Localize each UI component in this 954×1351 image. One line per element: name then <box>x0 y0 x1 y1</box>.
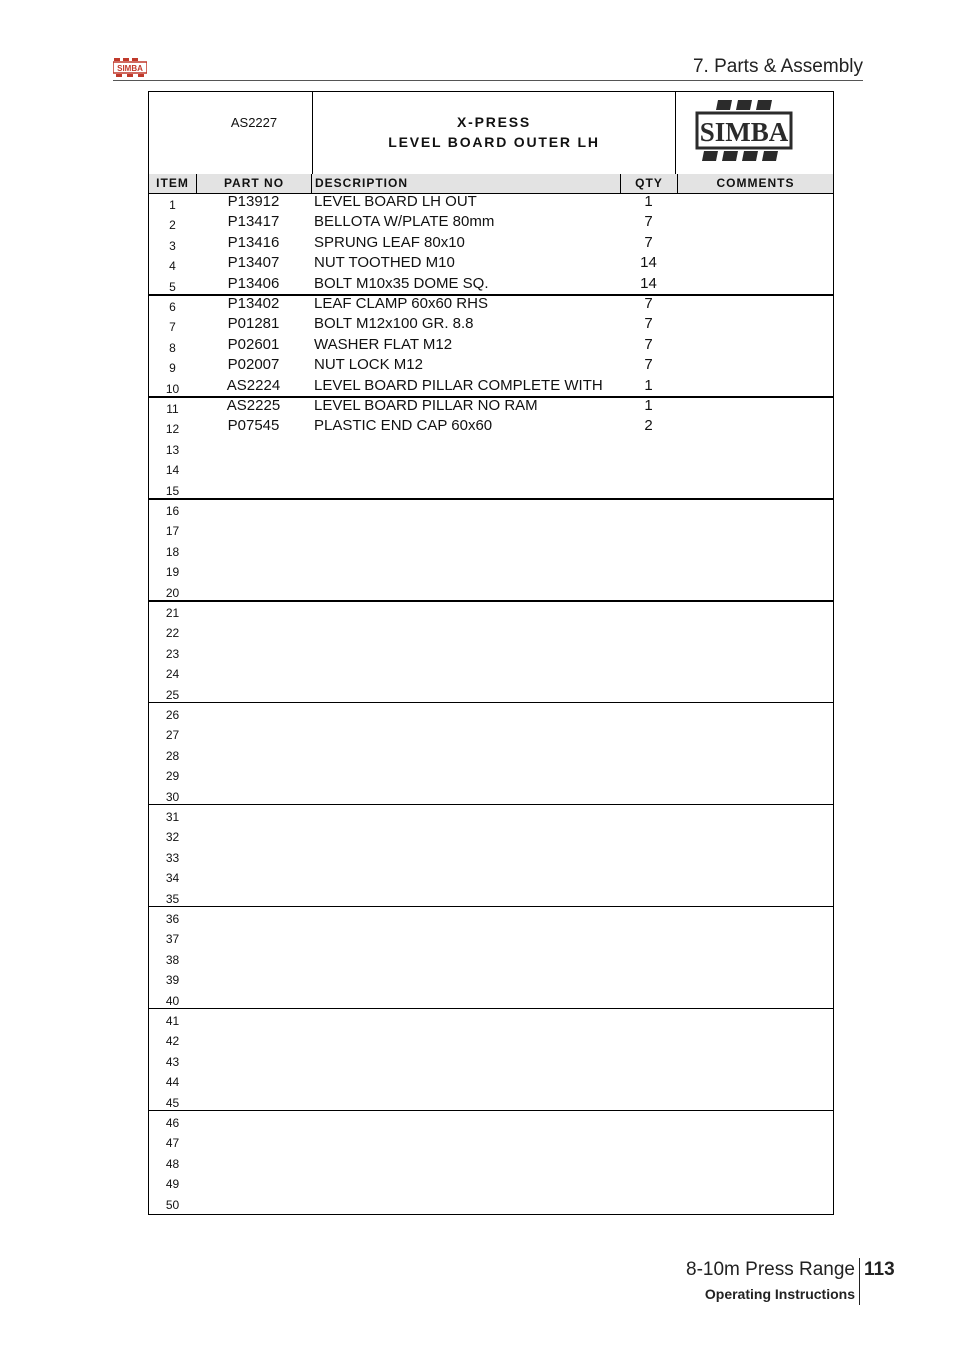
table-row <box>149 479 833 499</box>
part-description: BOLT M10x35 DOME SQ. <box>314 274 489 292</box>
footer-divider <box>859 1258 860 1305</box>
part-description: BELLOTA W/PLATE 80mm <box>314 213 495 231</box>
table-row <box>149 1091 833 1111</box>
item-number: 21 <box>165 606 180 620</box>
part-description: WASHER FLAT M12 <box>314 335 453 353</box>
table-row <box>149 907 833 927</box>
table-row <box>149 989 833 1009</box>
part-description: BOLT M12x100 GR. 8.8 <box>314 315 474 333</box>
table-row <box>149 458 833 478</box>
item-number: 39 <box>165 973 180 988</box>
footer-range: 8-10m Press Range <box>686 1259 855 1280</box>
table-row <box>149 785 833 805</box>
part-qty: 7 <box>644 233 653 251</box>
assembly-code-cell <box>149 92 312 174</box>
item-number: 27 <box>165 728 180 743</box>
table-row <box>149 560 833 580</box>
table-row <box>149 295 833 315</box>
item-number: 41 <box>165 1014 180 1028</box>
item-number: 22 <box>165 626 180 641</box>
item-number: 3 <box>169 238 176 253</box>
item-number: 15 <box>165 483 180 498</box>
table-row <box>149 683 833 703</box>
table-row <box>149 1193 833 1213</box>
item-number: 20 <box>165 585 180 600</box>
table-row <box>149 846 833 866</box>
part-qty: 7 <box>644 356 653 374</box>
item-number: 17 <box>165 524 180 539</box>
item-number: 42 <box>165 1034 180 1049</box>
part-number: AS2225 <box>226 397 281 414</box>
col-description: DESCRIPTION <box>311 174 620 193</box>
table-row <box>149 519 833 539</box>
item-number: 13 <box>165 442 180 457</box>
item-number: 25 <box>165 687 180 702</box>
table-row <box>149 213 833 233</box>
item-number: 50 <box>165 1197 180 1212</box>
table-row <box>149 315 833 335</box>
logo-text: SIMBA <box>699 117 789 147</box>
part-description: NUT LOCK M12 <box>314 356 423 374</box>
table-row <box>149 193 833 213</box>
header-rule <box>113 80 863 81</box>
item-number: 8 <box>169 340 176 355</box>
table-row <box>149 968 833 988</box>
item-number: 31 <box>165 810 180 824</box>
col-item: ITEM <box>156 176 189 190</box>
table-row <box>149 417 833 437</box>
part-description: SPRUNG LEAF 80x10 <box>314 233 465 251</box>
item-number: 10 <box>165 381 180 396</box>
item-number: 9 <box>169 361 176 376</box>
part-number: P13912 <box>227 193 280 210</box>
item-number: 43 <box>165 1054 180 1069</box>
table-row <box>149 254 833 274</box>
part-number: P02601 <box>227 335 280 353</box>
part-number: P01281 <box>227 315 280 333</box>
table-row <box>149 1009 833 1029</box>
item-number: 45 <box>165 1095 180 1110</box>
table-row <box>149 866 833 886</box>
part-qty: 1 <box>644 193 653 210</box>
item-number: 40 <box>165 993 180 1008</box>
item-number: 24 <box>165 667 180 682</box>
part-number: P13417 <box>227 213 280 231</box>
table-row <box>149 1029 833 1049</box>
table-row <box>149 825 833 845</box>
table-row <box>149 1172 833 1192</box>
svg-text:SIMBA: SIMBA <box>117 64 143 73</box>
table-row <box>149 1050 833 1070</box>
table-row <box>149 662 833 682</box>
item-number: 16 <box>165 504 180 518</box>
table-row <box>149 744 833 764</box>
table-row <box>149 581 833 601</box>
simba-logo-small <box>113 58 147 78</box>
item-number: 23 <box>165 646 180 661</box>
item-number: 1 <box>169 198 176 212</box>
section-title: 7. Parts & Assembly <box>692 56 863 77</box>
item-number: 29 <box>165 769 180 784</box>
table-row <box>149 642 833 662</box>
table-row <box>149 234 833 254</box>
part-number: P13406 <box>227 274 280 292</box>
table-row <box>149 805 833 825</box>
part-number: P02007 <box>227 356 280 374</box>
item-number: 49 <box>165 1177 180 1192</box>
col-part-no: PART NO <box>196 174 311 193</box>
part-description: NUT TOOTHED M10 <box>314 254 455 272</box>
item-number: 34 <box>165 871 180 886</box>
part-qty: 7 <box>644 315 653 333</box>
item-number: 36 <box>165 912 180 926</box>
item-number: 19 <box>165 565 180 580</box>
item-number: 28 <box>165 748 180 763</box>
item-number: 46 <box>165 1116 180 1130</box>
item-number: 35 <box>165 891 180 906</box>
table-row <box>149 601 833 621</box>
item-number: 26 <box>165 708 180 722</box>
table-row <box>149 948 833 968</box>
title-block <box>149 92 833 175</box>
table-row <box>149 1111 833 1131</box>
item-number: 14 <box>165 463 180 478</box>
table-row <box>149 621 833 641</box>
part-qty: 2 <box>644 417 653 435</box>
part-qty: 7 <box>644 335 653 353</box>
assembly-code: AS2227 <box>230 115 278 130</box>
table-row <box>149 377 833 397</box>
item-number: 7 <box>169 320 176 335</box>
part-number: P13402 <box>227 295 280 312</box>
item-number: 47 <box>165 1136 180 1151</box>
part-qty: 1 <box>644 397 653 414</box>
table-row <box>149 499 833 519</box>
item-number: 37 <box>165 932 180 947</box>
part-number: P13416 <box>227 233 280 251</box>
item-number: 44 <box>165 1075 180 1090</box>
item-number: 38 <box>165 952 180 967</box>
part-description: LEVEL BOARD PILLAR NO RAM <box>314 397 538 414</box>
part-qty: 7 <box>644 213 653 231</box>
part-description: LEVEL BOARD LH OUT <box>314 193 477 210</box>
item-number: 33 <box>165 850 180 865</box>
table-row <box>149 723 833 743</box>
page-number: 113 <box>864 1259 895 1280</box>
part-qty: 7 <box>644 295 653 312</box>
parts-sheet <box>148 91 834 1215</box>
table-row <box>149 356 833 376</box>
part-qty: 14 <box>640 274 657 292</box>
item-number: 18 <box>165 544 180 559</box>
table-row <box>149 438 833 458</box>
table-row <box>149 764 833 784</box>
table-row <box>149 1131 833 1151</box>
item-number: 2 <box>169 218 176 233</box>
table-row <box>149 1152 833 1172</box>
item-number: 48 <box>165 1156 180 1171</box>
footer-subtitle: Operating Instructions <box>704 1286 855 1302</box>
part-qty: 1 <box>644 376 653 394</box>
part-description: LEAF CLAMP 60x60 RHS <box>314 295 488 312</box>
table-row <box>149 703 833 723</box>
table-row <box>149 887 833 907</box>
simba-logo <box>694 98 794 164</box>
part-qty: 14 <box>640 254 657 272</box>
table-row <box>149 927 833 947</box>
title-cell <box>312 92 676 174</box>
part-number: AS2224 <box>226 376 281 394</box>
item-number: 32 <box>165 830 180 845</box>
item-number: 5 <box>169 279 176 294</box>
column-header <box>149 174 833 194</box>
item-number: 12 <box>165 422 180 437</box>
table-row <box>149 275 833 295</box>
table-row <box>149 336 833 356</box>
item-number: 6 <box>169 300 176 314</box>
item-number: 11 <box>166 402 179 416</box>
part-number: P07545 <box>227 417 280 435</box>
table-row <box>149 397 833 417</box>
item-number: 30 <box>165 789 180 804</box>
part-description: LEVEL BOARD PILLAR COMPLETE WITH <box>314 376 603 394</box>
title-line-1: X-PRESS <box>456 114 532 130</box>
item-number: 4 <box>169 259 176 274</box>
col-qty: QTY <box>620 174 677 193</box>
title-line-2: LEVEL BOARD OUTER LH <box>388 134 600 150</box>
table-row <box>149 540 833 560</box>
col-comments: COMMENTS <box>677 174 833 193</box>
part-description: PLASTIC END CAP 60x60 <box>314 417 493 435</box>
table-row <box>149 1070 833 1090</box>
part-number: P13407 <box>227 254 280 272</box>
